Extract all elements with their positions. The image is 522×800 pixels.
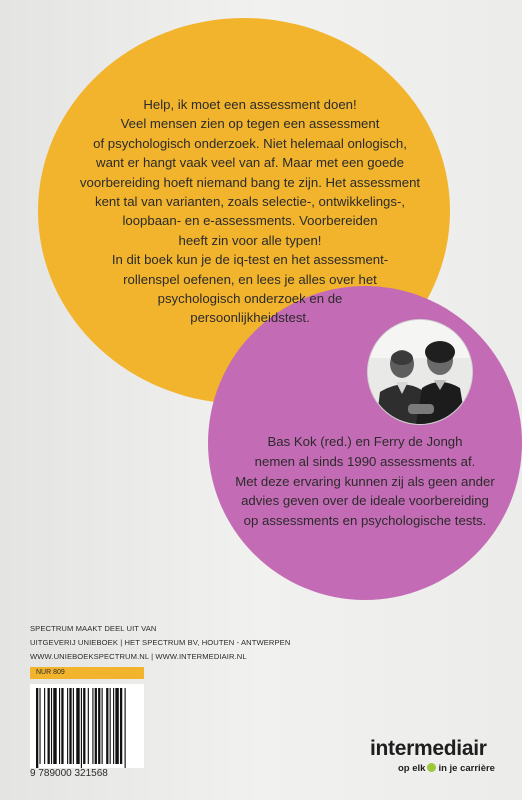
isbn-barcode [30,684,144,768]
blurb-line: rollenspel oefenen, en lees je alles over het [123,271,377,287]
authors-line: Bas Kok (red.) en Ferry de Jongh [267,434,463,449]
blurb-line: heeft zin voor alle typen! [178,232,322,248]
authors-text [208,432,522,531]
isbn-digits: 9 789000 321568 [30,768,108,779]
authors-line: Met deze ervaring kunnen zij als geen ander [235,473,495,489]
blurb-line: kent tal van varianten, zoals selectie-, ontwikkelings-, [94,194,406,210]
authors-line: advies geven over de ideale voorbereiding [241,493,489,509]
blurb-line: loopbaan- en e-assessments. Voorbereiden [122,213,378,229]
authors-photo [368,320,472,424]
authors-line: nemen al sinds 1990 assessments af. [254,453,476,469]
imprint-line: WWW.UNIEBOEKSPECTRUM.NL | WWW.INTERMEDIAIR.NL [30,652,247,661]
nur-label: NUR 809 [30,667,144,679]
tagline-dot-icon [427,763,436,772]
imprint-line: SPECTRUM MAAKT DEEL UIT VAN [30,624,157,633]
blurb-line: persoonlijkheidstest. [190,310,310,326]
blurb-line: In dit boek kun je de iq-test en het assessment- [111,252,389,268]
blurb-line: psychologisch onderzoek en de [157,291,343,307]
brand-logo: intermediair [370,737,487,760]
authors-line: op assessments en psychologische tests. [243,513,487,529]
blurb-line: want er hangt vaak veel van af. Maar met een goede [96,155,404,171]
blurb-line: Veel mensen zien op tegen een assessment [120,116,380,132]
imprint-line: UITGEVERIJ UNIEBOEK | HET SPECTRUM BV, HOUTEN - ANTWERPEN [30,638,291,647]
blurb-line: voorbereiding hoeft niemand bang te zijn. Het assessment [79,174,421,190]
tagline-left: op elk [398,763,426,774]
brand-tagline [398,763,495,774]
blurb-line: Help, ik moet een assessment doen! [143,97,357,112]
tagline-right: in je carrière [438,763,495,774]
blurb-text [70,95,430,328]
blurb-line: of psychologisch onderzoek. Niet helemaal onlogisch, [93,135,407,151]
publisher-imprint [30,622,290,664]
